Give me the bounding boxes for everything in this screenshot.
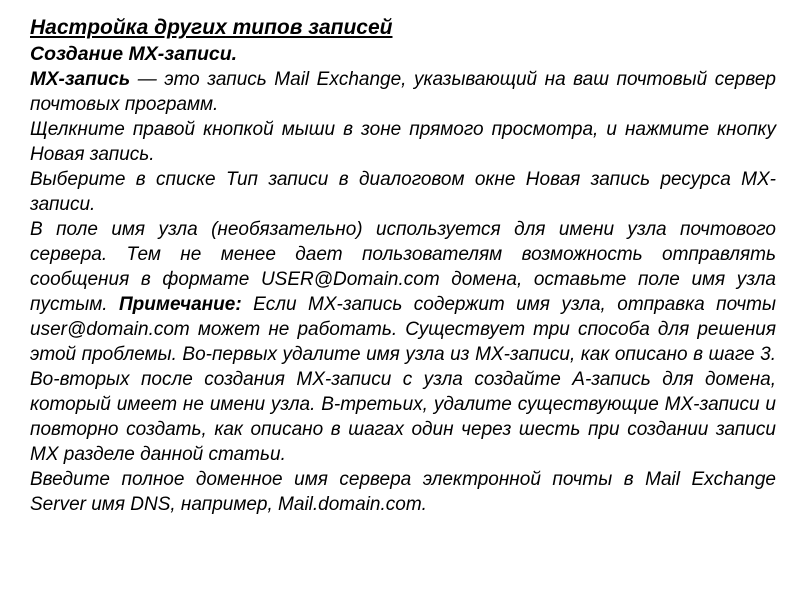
document-subtitle: Создание MX-записи. xyxy=(30,43,238,65)
paragraph xyxy=(30,167,776,217)
text-run: В поле имя узла (необязательно) используется для имени узла почтового сервера. Тем не менее дает пользователям возможность отправлять сообщения в формате USER@Domain.com домена, оставьте поле имя узла пустым. xyxy=(30,219,776,315)
document-title: Настройка других типов записей xyxy=(30,16,393,39)
paragraph xyxy=(30,217,776,467)
text-run: — это запись Mail Exchange, указывающий на ваш почтовый сервер почтовых программ. xyxy=(30,69,776,115)
paragraph xyxy=(30,67,776,117)
text-run: Если MX-запись содержит имя узла, отправка почты user@domain.com может не работать. Существует три способа для решения этой проблемы. Во-первых удалите имя узла из MX-записи, как описано в шаге 3. Во-вторых после создания MX-записи с узла создайте A-запись для домена, который имеет не имени узла. В-третьих, удалите существующие MX-записи и повторно создать, как описано в шагах один через шесть при создании записи MX разделе данной статьи. xyxy=(30,294,776,465)
paragraph xyxy=(30,117,776,167)
paragraph xyxy=(30,467,776,517)
bold-text-run: MX-запись xyxy=(30,69,131,90)
text-run: Введите полное доменное имя сервера электронной почты в Mail Exchange Server имя DNS, например, Mail.domain.com. xyxy=(30,469,776,515)
text-run: Щелкните правой кнопкой мыши в зоне прямого просмотра, и нажмите кнопку Новая запись. xyxy=(30,119,776,165)
document-body xyxy=(30,14,776,517)
text-run: Выберите в списке Тип записи в диалоговом окне Новая запись ресурса MX-записи. xyxy=(30,169,776,215)
bold-text-run: Примечание: xyxy=(119,294,242,315)
paragraph-list xyxy=(30,67,776,517)
